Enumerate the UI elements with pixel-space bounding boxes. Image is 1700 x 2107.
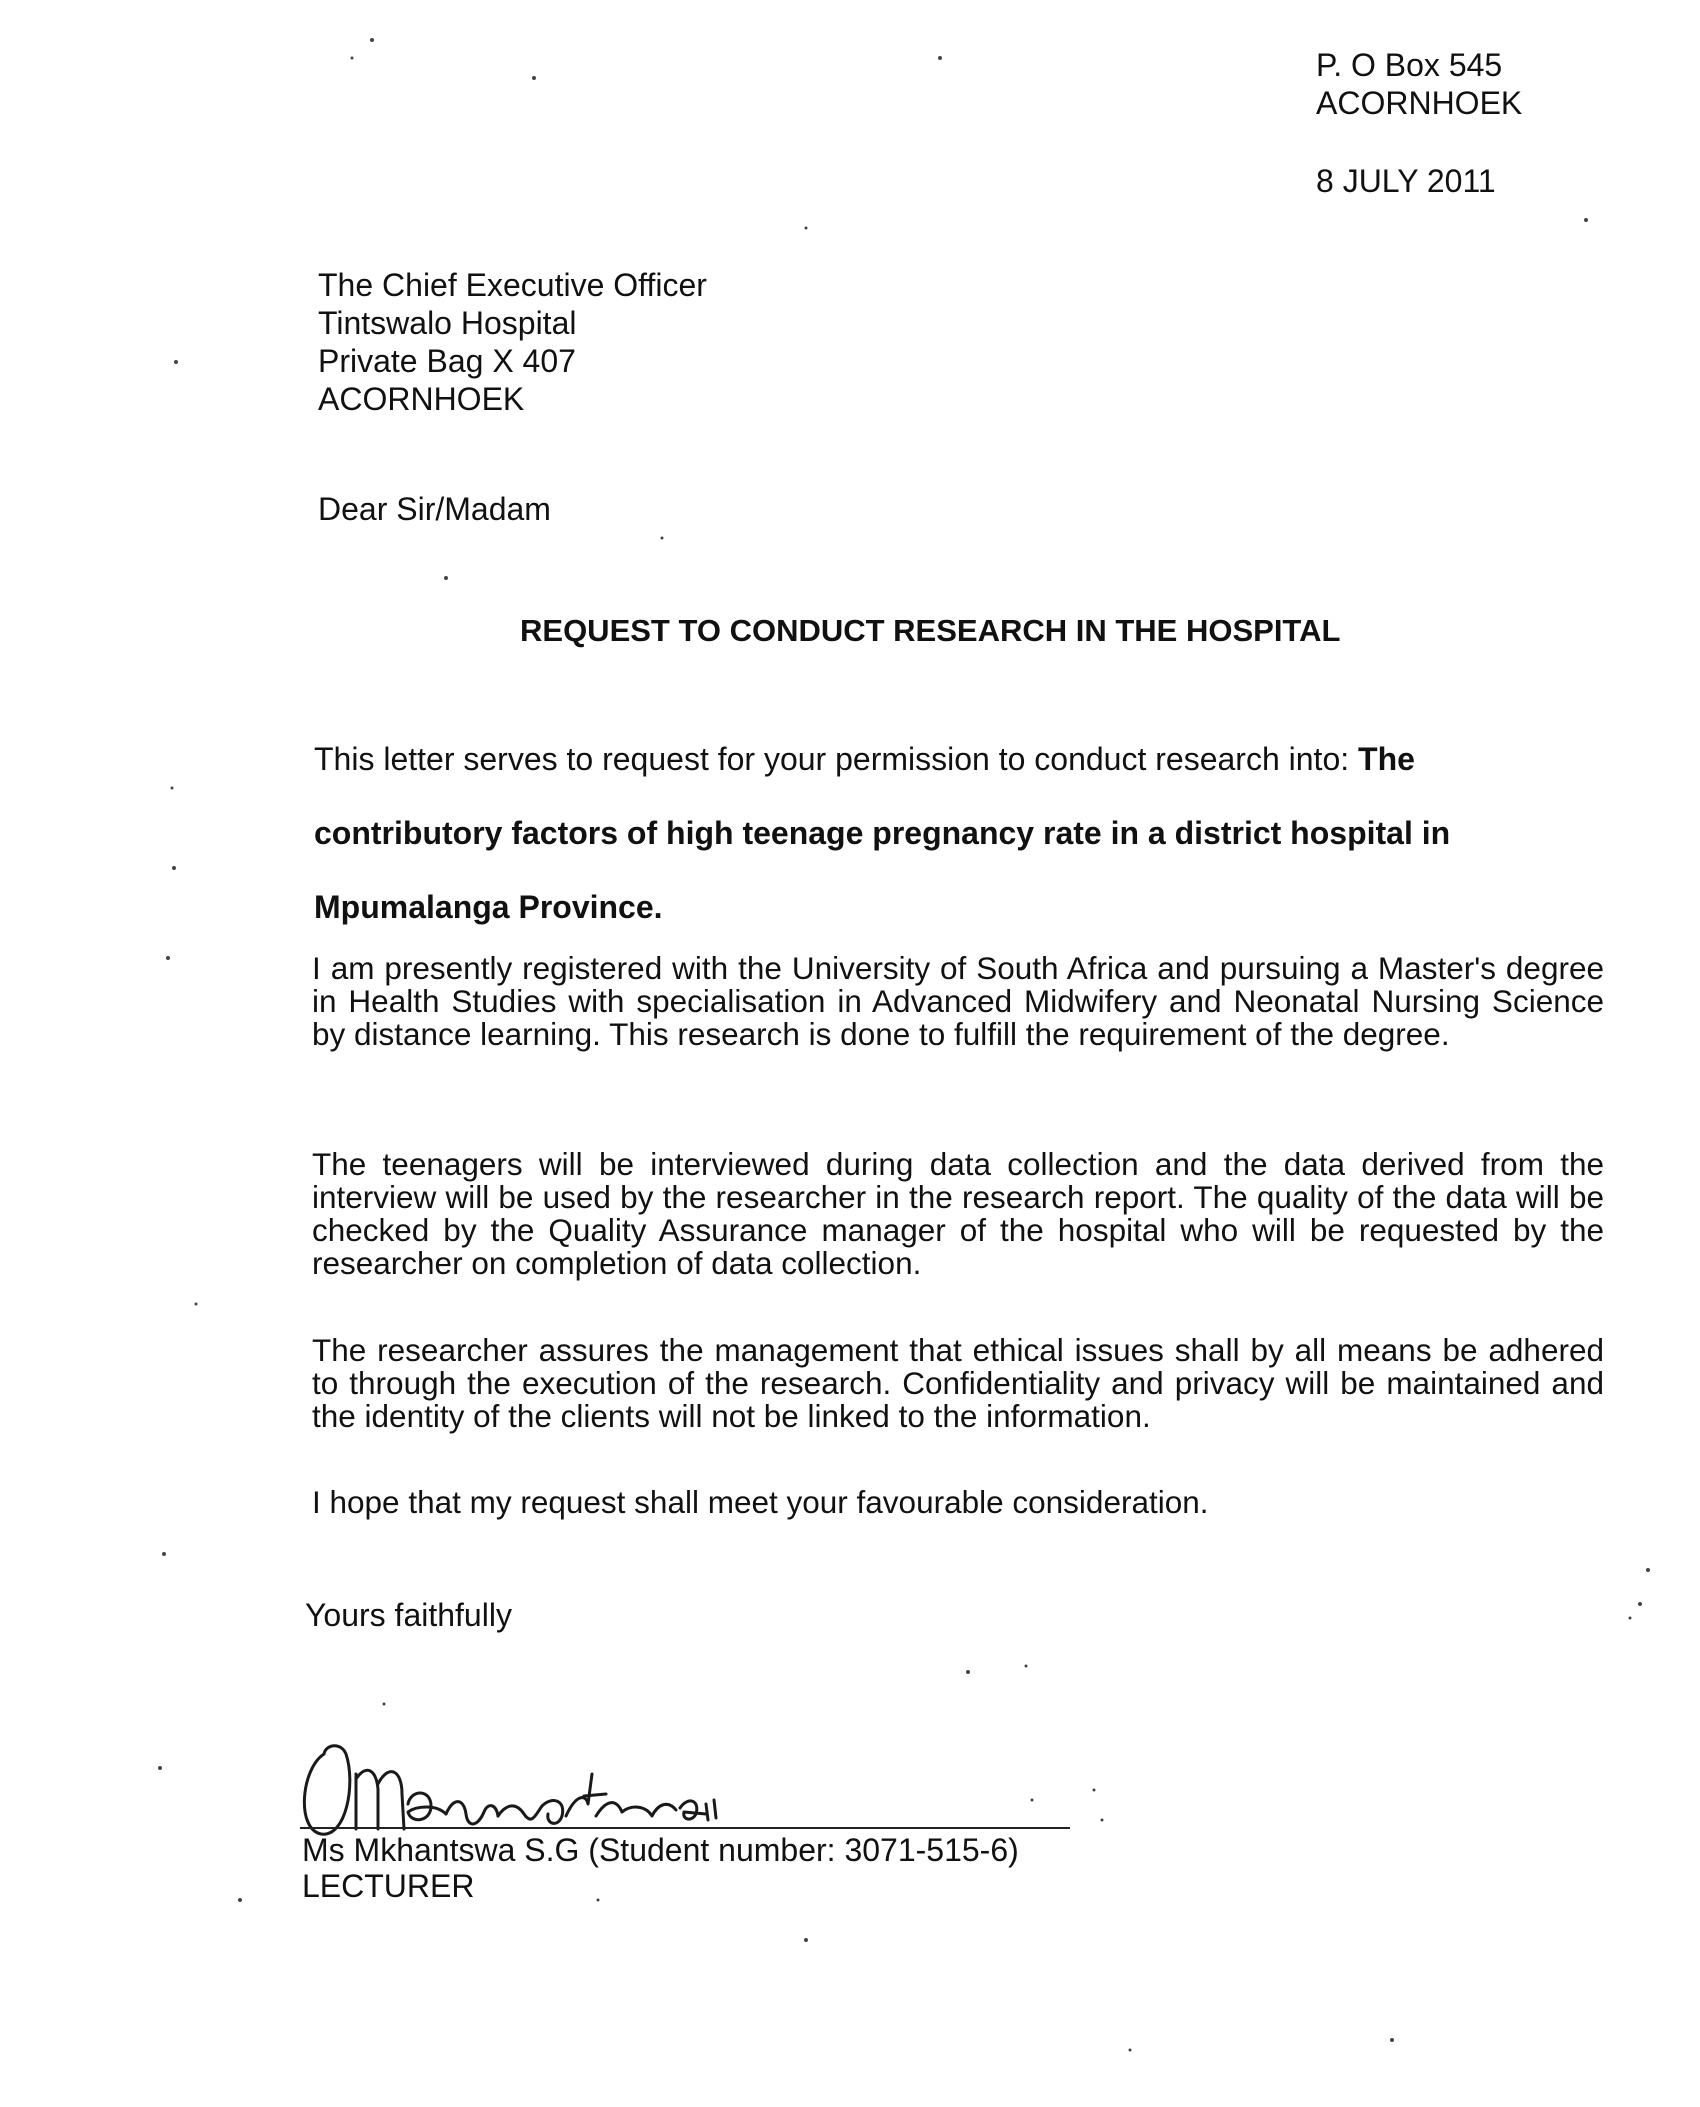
body-paragraph-data-collection: The teenagers will be interviewed during data collection and the data derived from the interview will be used by the researcher in the research report. The quality of the data will be checked by the Quality Assurance manager of the hospital who will be requested by the researcher on completion of data collection.: [312, 1146, 1604, 1281]
intro-paragraph: [314, 722, 1604, 944]
body-paragraph-hope: I hope that my request shall meet your favourable consideration.: [312, 1484, 1209, 1520]
body-paragraph-ethics: The researcher assures the management that ethical issues shall by all means be adhered to through the execution of the research. Confidentiality and privacy will be maintained and the identity of the clients will not be linked to the information.: [312, 1332, 1604, 1434]
recipient-address: [318, 266, 707, 418]
subject-heading: REQUEST TO CONDUCT RESEARCH IN THE HOSPITAL: [520, 613, 1341, 648]
sender-address-line: P. O Box 545: [1316, 47, 1503, 83]
sender-address: [1316, 46, 1522, 122]
salutation: Dear Sir/Madam: [318, 491, 551, 527]
closing: Yours faithfully: [305, 1597, 512, 1633]
intro-text: This letter serves to request for your permission to conduct research into:: [314, 741, 1359, 777]
letter-date: 8 JULY 2011: [1316, 163, 1496, 199]
signatory-title: LECTURER: [302, 1868, 475, 1904]
sender-address-line: ACORNHOEK: [1316, 85, 1523, 121]
recipient-line: Tintswalo Hospital: [318, 305, 577, 341]
recipient-line: Private Bag X 407: [318, 343, 576, 379]
signatory-name: Ms Mkhantswa S.G (Student number: 3071-515-6): [302, 1832, 1019, 1868]
body-paragraph-registration: I am presently registered with the University of South Africa and pursuing a Master's degree in Health Studies with specialisation in Advanced Midwifery and Neonatal Nursing Science by distance learning. This research is done to fulfill the requirement of the degree.: [312, 950, 1604, 1052]
research-title: The contributory factors of high teenage pregnancy rate in a district hospital in Mpumalanga Province.: [314, 741, 1451, 925]
recipient-line: ACORNHOEK: [318, 381, 525, 417]
signature-line: [300, 1827, 1070, 1829]
recipient-line: The Chief Executive Officer: [318, 267, 707, 303]
